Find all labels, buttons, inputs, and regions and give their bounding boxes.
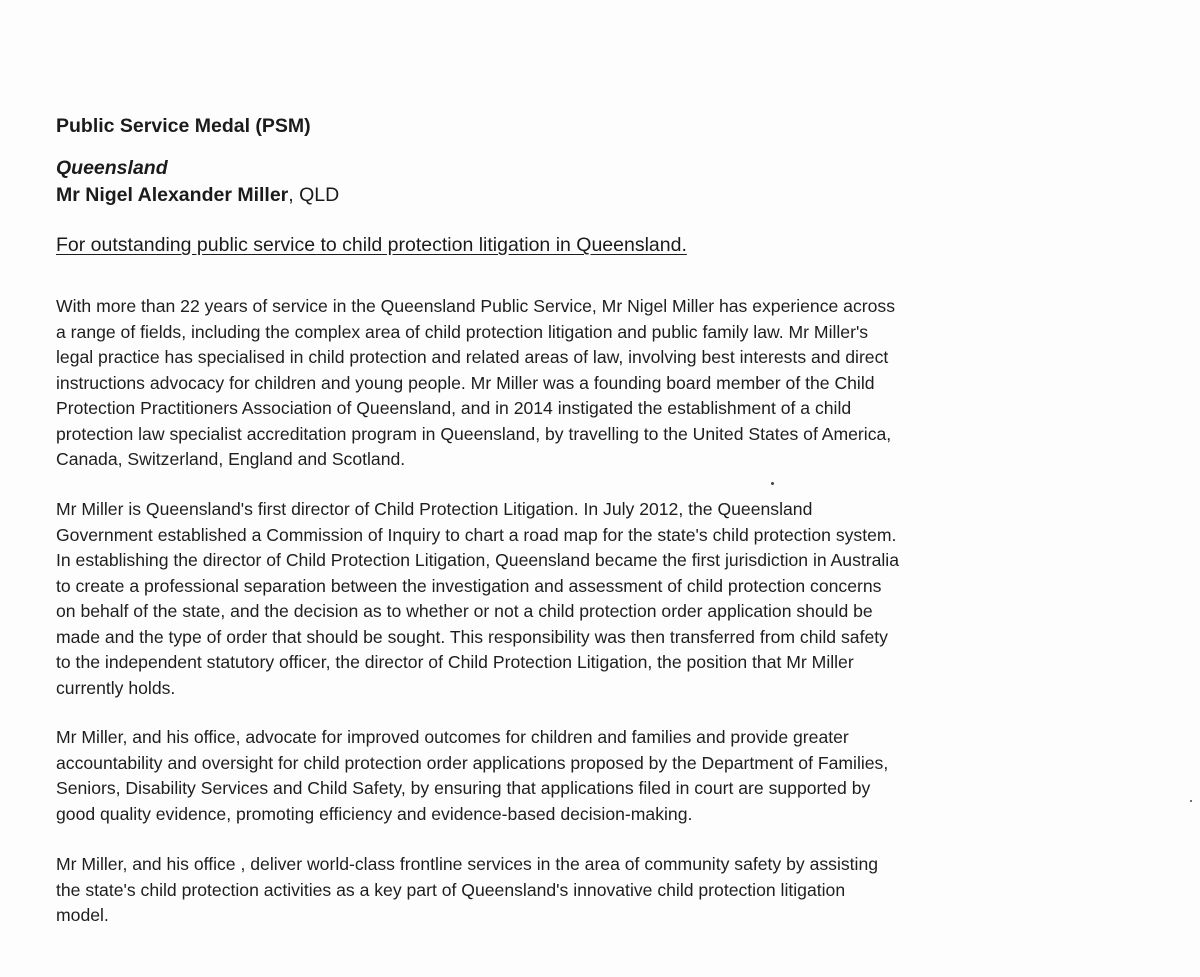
text-line: protection law specialist accreditation program in Queensland, by travelling to the United States of America, bbox=[56, 423, 892, 444]
text-line: good quality evidence, promoting efficiency and evidence-based decision-making. bbox=[56, 803, 693, 824]
text-line: to create a professional separation between the investigation and assessment of child protection concerns bbox=[56, 575, 882, 596]
paragraph-director-role bbox=[56, 497, 1136, 701]
text-line: model. bbox=[56, 905, 109, 925]
text-line: instructions advocacy for children and young people. Mr Miller was a founding board member of the Child bbox=[56, 372, 875, 393]
text-line: Protection Practitioners Association of Queensland, and in 2014 instigated the establishment of a child bbox=[56, 398, 852, 418]
text-line: made and the type of order that should be sought. This responsibility was then transferred from child safety bbox=[56, 626, 888, 647]
text-line: accountability and oversight for child protection order applications proposed by the Department of Families, bbox=[56, 752, 889, 773]
citation: For outstanding public service to child protection litigation in Queensland. bbox=[56, 234, 687, 256]
text-line: Canada, Switzerland, England and Scotland. bbox=[56, 449, 406, 469]
scan-speck bbox=[1190, 800, 1192, 802]
recipient-state: , QLD bbox=[288, 184, 340, 206]
text-line: a range of fields, including the complex area of child protection litigation and public family law. Mr Miller's bbox=[56, 321, 869, 342]
recipient-name: Mr Nigel Alexander Miller bbox=[56, 184, 289, 206]
text-line: Mr Miller, and his office, advocate for improved outcomes for children and families and provide greater bbox=[56, 727, 849, 747]
text-line: Seniors, Disability Services and Child Safety, by ensuring that applications filed in court are supported by bbox=[56, 778, 871, 798]
text-line: the state's child protection activities as a key part of Queensland's innovative child protection litigation bbox=[56, 879, 846, 900]
paragraph-advocacy bbox=[56, 725, 1136, 827]
recipient-line bbox=[56, 184, 339, 207]
state-heading: Queensland bbox=[56, 157, 168, 179]
scan-speck bbox=[771, 482, 774, 485]
text-line: currently holds. bbox=[56, 677, 176, 698]
paragraph-service-history bbox=[56, 294, 1136, 473]
text-line: on behalf of the state, and the decision as to whether or not a child protection order application should be bbox=[56, 601, 873, 621]
text-line: In establishing the director of Child Protection Litigation, Queensland became the first jurisdiction in Australia bbox=[56, 550, 900, 570]
text-line: Government established a Commission of Inquiry to chart a road map for the state's child protection system. bbox=[56, 524, 897, 545]
award-title: Public Service Medal (PSM) bbox=[56, 115, 311, 137]
text-line: legal practice has specialised in child protection and related areas of law, involving best interests and direct bbox=[56, 347, 889, 367]
text-line: Mr Miller, and his office , deliver world-class frontline services in the area of community safety by assisting bbox=[56, 854, 879, 874]
text-line: to the independent statutory officer, the director of Child Protection Litigation, the position that Mr Miller bbox=[56, 652, 854, 672]
paragraph-frontline-services bbox=[56, 852, 1136, 929]
text-line: With more than 22 years of service in the Queensland Public Service, Mr Nigel Miller has experience across bbox=[56, 296, 896, 316]
text-line: Mr Miller is Queensland's first director of Child Protection Litigation. In July 2012, the Queensland bbox=[56, 499, 813, 519]
